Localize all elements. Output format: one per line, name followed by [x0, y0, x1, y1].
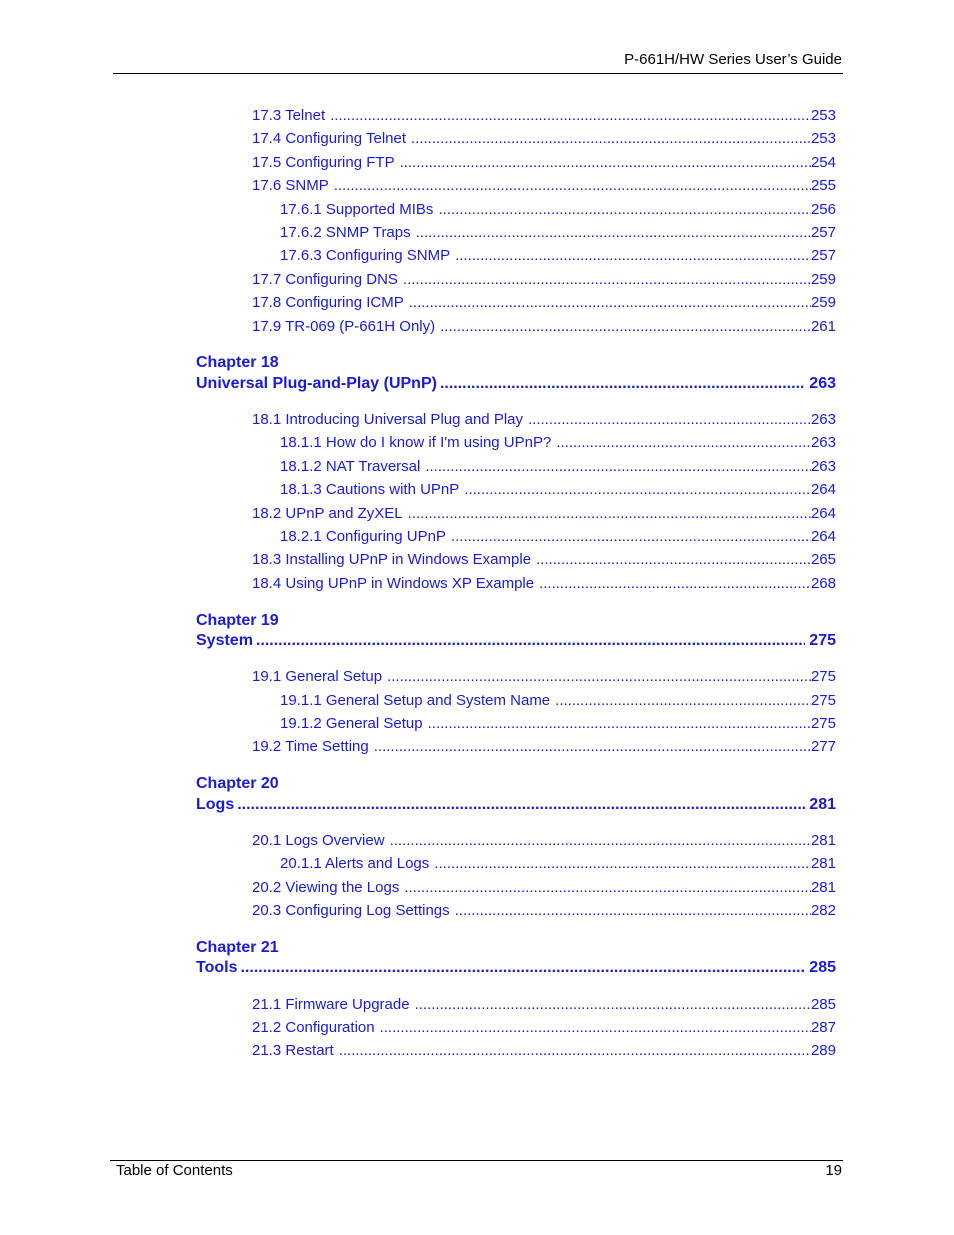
- toc-entry[interactable]: [280, 458, 836, 476]
- toc-entry-label: 18.4 Using UPnP in Windows XP Example: [252, 575, 535, 592]
- chapter-number[interactable]: Chapter 19: [196, 612, 279, 629]
- toc-leader: [455, 902, 811, 920]
- toc-entry[interactable]: [252, 668, 836, 686]
- toc-leader: [440, 318, 811, 336]
- toc-entry-label: 17.5 Configuring FTP: [252, 154, 395, 171]
- toc-entry-page: 257: [810, 224, 836, 241]
- chapter-title-entry[interactable]: [196, 374, 836, 394]
- toc-entry-page: 253: [810, 107, 836, 124]
- toc-leader: [409, 294, 811, 312]
- toc-leader: [440, 374, 805, 394]
- toc-leader: [380, 1019, 811, 1037]
- toc-entry-label: 18.1.3 Cautions with UPnP: [280, 481, 460, 498]
- toc-entry-page: 254: [810, 154, 836, 171]
- toc-entry-label: 20.1.1 Alerts and Logs: [280, 855, 430, 872]
- toc-leader: [390, 832, 811, 850]
- toc-entry[interactable]: [252, 271, 836, 289]
- toc-entry[interactable]: [280, 715, 836, 733]
- toc-entry[interactable]: [252, 411, 836, 429]
- toc-entry-page: 264: [810, 505, 836, 522]
- toc-entry-page: 263: [810, 434, 836, 451]
- toc-entry-page: 277: [810, 738, 836, 755]
- toc-leader: [455, 247, 811, 265]
- toc-entry[interactable]: [252, 107, 836, 125]
- toc-entry[interactable]: [252, 294, 836, 312]
- toc-entry-label: 17.6.2 SNMP Traps: [280, 224, 411, 241]
- toc-entry-label: 17.6.1 Supported MIBs: [280, 201, 434, 218]
- toc-entry[interactable]: [252, 1019, 836, 1037]
- toc-leader: [330, 107, 811, 125]
- toc-entry-label: 19.2 Time Setting: [252, 738, 369, 755]
- toc-leader: [408, 505, 811, 523]
- toc-leader: [428, 715, 811, 733]
- toc-entry-label: 19.1.2 General Setup: [280, 715, 423, 732]
- toc-leader: [415, 996, 811, 1014]
- toc-entry-page: 264: [810, 481, 836, 498]
- toc-entry-page: 289: [810, 1042, 836, 1059]
- toc-entry-label: 17.8 Configuring ICMP: [252, 294, 404, 311]
- toc-entry-page: 263: [810, 458, 836, 475]
- toc-entry-page: 287: [810, 1019, 836, 1036]
- toc-entry-page: 281: [810, 832, 836, 849]
- toc-leader: [339, 1042, 811, 1060]
- toc-entry[interactable]: [280, 201, 836, 219]
- toc-entry[interactable]: [280, 692, 836, 710]
- chapter-title: Logs: [196, 796, 235, 813]
- chapter-title: System: [196, 632, 253, 649]
- toc-entry[interactable]: [252, 996, 836, 1014]
- chapter-page: 281: [809, 796, 836, 813]
- footer-page-number: 19: [825, 1162, 842, 1179]
- toc-leader: [374, 738, 811, 756]
- toc-entry-page: 265: [810, 551, 836, 568]
- header-rule: [113, 73, 843, 74]
- toc-entry-page: 282: [810, 902, 836, 919]
- toc-leader: [556, 434, 811, 452]
- toc-entry-page: 264: [810, 528, 836, 545]
- toc-leader: [528, 411, 811, 429]
- toc-entry-page: 281: [810, 879, 836, 896]
- toc-entry[interactable]: [252, 154, 836, 172]
- toc-entry[interactable]: [280, 434, 836, 452]
- toc-entry-label: 18.2 UPnP and ZyXEL: [252, 505, 403, 522]
- guide-title: P-661H/HW Series User’s Guide: [624, 51, 842, 68]
- toc-entry[interactable]: [280, 224, 836, 242]
- toc-entry-page: 275: [810, 692, 836, 709]
- toc-entry-page: 281: [810, 855, 836, 872]
- toc-entry-page: 261: [810, 318, 836, 335]
- toc-entry[interactable]: [252, 738, 836, 756]
- toc-entry-page: 275: [810, 715, 836, 732]
- toc-entry[interactable]: [252, 318, 836, 336]
- toc-leader: [464, 481, 811, 499]
- toc-entry-label: 17.6 SNMP: [252, 177, 329, 194]
- toc-entry-page: 257: [810, 247, 836, 264]
- chapter-page: 275: [809, 632, 836, 649]
- toc-leader: [425, 458, 811, 476]
- toc-leader: [387, 668, 811, 686]
- toc-entry-label: 21.2 Configuration: [252, 1019, 375, 1036]
- toc-entry-page: 275: [810, 668, 836, 685]
- toc-entry[interactable]: [280, 481, 836, 499]
- toc-leader: [438, 201, 811, 219]
- toc-entry-label: 18.1 Introducing Universal Plug and Play: [252, 411, 523, 428]
- toc-leader: [256, 631, 805, 651]
- chapter-number[interactable]: Chapter 18: [196, 354, 279, 371]
- toc-entry[interactable]: [252, 902, 836, 920]
- toc-entry-label: 17.7 Configuring DNS: [252, 271, 398, 288]
- toc-leader: [334, 177, 811, 195]
- toc-leader: [451, 528, 811, 546]
- toc-leader: [240, 958, 805, 978]
- toc-entry[interactable]: [280, 528, 836, 546]
- toc-entry[interactable]: [252, 1042, 836, 1060]
- toc-entry-label: 17.9 TR-069 (P-661H Only): [252, 318, 436, 335]
- toc-entry[interactable]: [252, 551, 836, 569]
- footer-section: Table of Contents: [116, 1162, 233, 1179]
- toc-entry-label: 21.3 Restart: [252, 1042, 334, 1059]
- chapter-title-entry[interactable]: [196, 631, 836, 651]
- toc-leader: [411, 130, 811, 148]
- toc-entry-label: 17.4 Configuring Telnet: [252, 130, 406, 147]
- toc-entry-page: 285: [810, 996, 836, 1013]
- chapter-number[interactable]: Chapter 21: [196, 939, 279, 956]
- toc-leader: [539, 575, 811, 593]
- toc-entry-label: 21.1 Firmware Upgrade: [252, 996, 410, 1013]
- toc-leader: [434, 855, 811, 873]
- toc-entry-label: 20.1 Logs Overview: [252, 832, 385, 849]
- toc-leader: [400, 154, 811, 172]
- toc-entry-label: 18.2.1 Configuring UPnP: [280, 528, 446, 545]
- toc-entry-page: 259: [810, 294, 836, 311]
- toc-entry[interactable]: [252, 575, 836, 593]
- toc-entry[interactable]: [252, 505, 836, 523]
- toc-entry[interactable]: [252, 879, 836, 897]
- toc-entry-label: 17.3 Telnet: [252, 107, 326, 124]
- toc-entry-label: 19.1.1 General Setup and System Name: [280, 692, 551, 709]
- toc-leader: [416, 224, 811, 242]
- toc-entry-page: 253: [810, 130, 836, 147]
- toc-entry-page: 256: [810, 201, 836, 218]
- toc-entry-page: 263: [810, 411, 836, 428]
- toc-entry-page: 255: [810, 177, 836, 194]
- chapter-title: Tools: [196, 959, 238, 976]
- chapter-title: Universal Plug-and-Play (UPnP): [196, 375, 437, 392]
- toc-entry-label: 19.1 General Setup: [252, 668, 383, 685]
- toc-entry-page: 259: [810, 271, 836, 288]
- toc-entry-label: 18.1.2 NAT Traversal: [280, 458, 421, 475]
- toc-leader: [403, 271, 811, 289]
- toc-entry-page: 268: [810, 575, 836, 592]
- toc-entry-label: 17.6.3 Configuring SNMP: [280, 247, 451, 264]
- chapter-title-entry[interactable]: [196, 958, 836, 978]
- chapter-title-entry[interactable]: [196, 795, 836, 815]
- toc-entry[interactable]: [252, 832, 836, 850]
- toc-leader: [555, 692, 811, 710]
- chapter-number[interactable]: Chapter 20: [196, 775, 279, 792]
- chapter-page: 263: [809, 375, 836, 392]
- toc-entry[interactable]: [280, 855, 836, 873]
- chapter-page: 285: [809, 959, 836, 976]
- toc-entry-label: 18.3 Installing UPnP in Windows Example: [252, 551, 532, 568]
- toc-entry[interactable]: [252, 177, 836, 195]
- toc-leader: [237, 795, 805, 815]
- toc-leader: [536, 551, 811, 569]
- footer-rule: [110, 1160, 843, 1161]
- toc-entry-label: 20.2 Viewing the Logs: [252, 879, 400, 896]
- toc-leader: [404, 879, 811, 897]
- toc-entry[interactable]: [280, 247, 836, 265]
- toc-entry-label: 18.1.1 How do I know if I'm using UPnP?: [280, 434, 552, 451]
- toc-entry-label: 20.3 Configuring Log Settings: [252, 902, 450, 919]
- toc-entry[interactable]: [252, 130, 836, 148]
